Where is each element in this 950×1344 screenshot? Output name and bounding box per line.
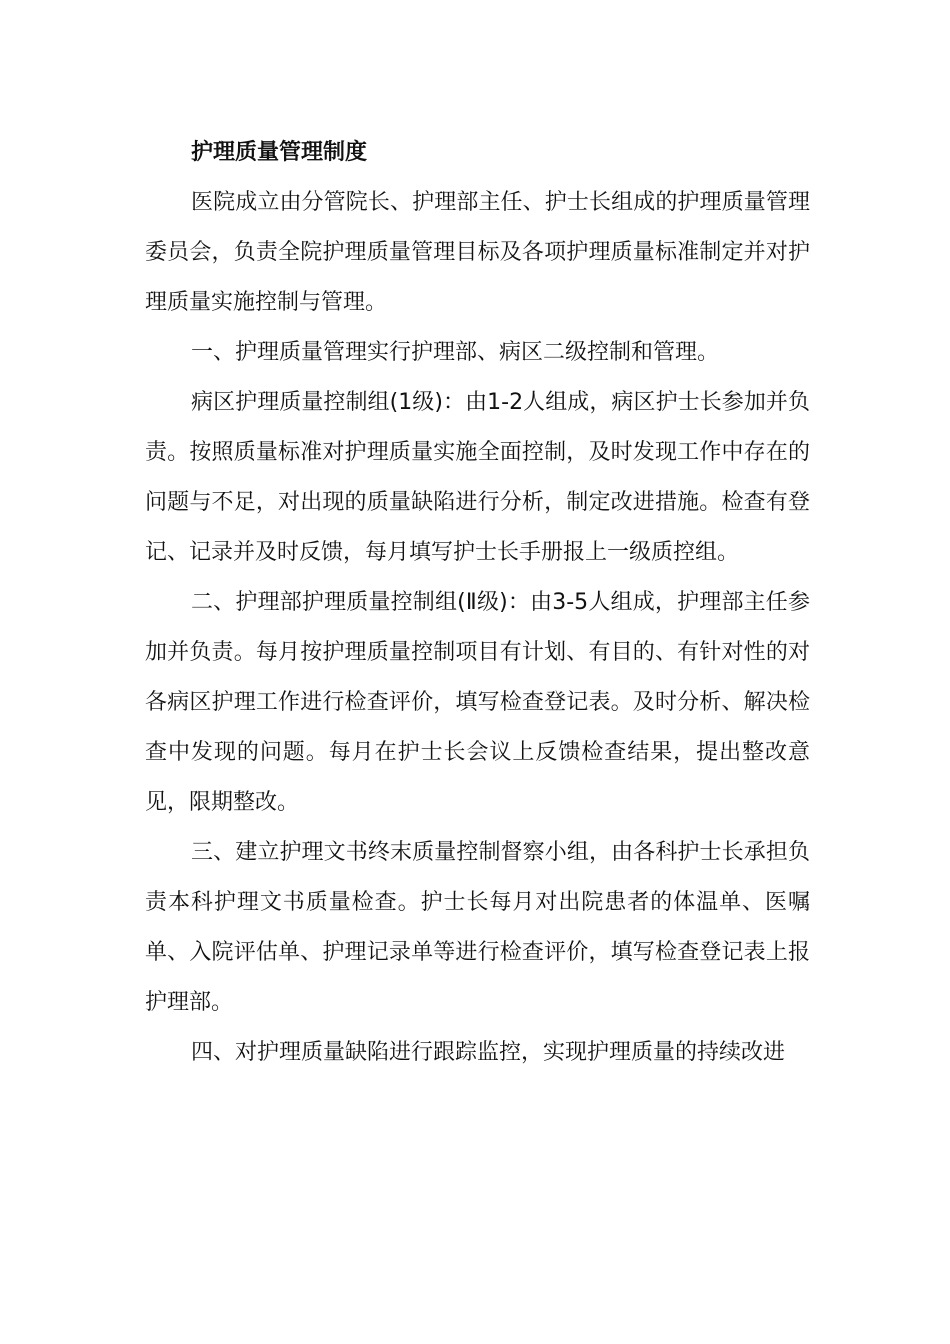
paragraph-section-4: 四、对护理质量缺陷进行跟踪监控，实现护理质量的持续改进: [191, 1040, 786, 1065]
paragraph-intro: 医院成立由分管院长、护理部主任、护士长组成的护理质量管理委员会，负责全院护理质量管理目标及各项护理质量标准制定并对护理质量实施控制与管理。: [145, 190, 810, 315]
paragraph-section-2: 二、护理部护理质量控制组(Ⅱ级)：由3-5人组成，护理部主任参加并负责。每月按护理质量控制项目有计划、有目的、有针对性的对各病区护理工作进行检查评价，填写检查登记表。及时分析、解决检查中发现的问题。每月在护士长会议上反馈检查结果，提出整改意见，限期整改。: [145, 590, 810, 815]
paragraph-section-1: 一、护理质量管理实行护理部、病区二级控制和管理。: [191, 340, 720, 365]
document-body: [145, 128, 810, 1078]
document-title: 护理质量管理制度: [191, 140, 368, 165]
paragraph-section-3: 三、建立护理文书终末质量控制督察小组，由各科护士长承担负责本科护理文书质量检查。护士长每月对出院患者的体温单、医嘱单、入院评估单、护理记录单等进行检查评价，填写检查登记表上报护理部。: [145, 840, 810, 1015]
paragraph-ward-control: 病区护理质量控制组(1级)：由1-2人组成，病区护士长参加并负责。按照质量标准对护理质量实施全面控制，及时发现工作中存在的问题与不足，对出现的质量缺陷进行分析，制定改进措施。检查有登记、记录并及时反馈，每月填写护士长手册报上一级质控组。: [145, 390, 810, 565]
